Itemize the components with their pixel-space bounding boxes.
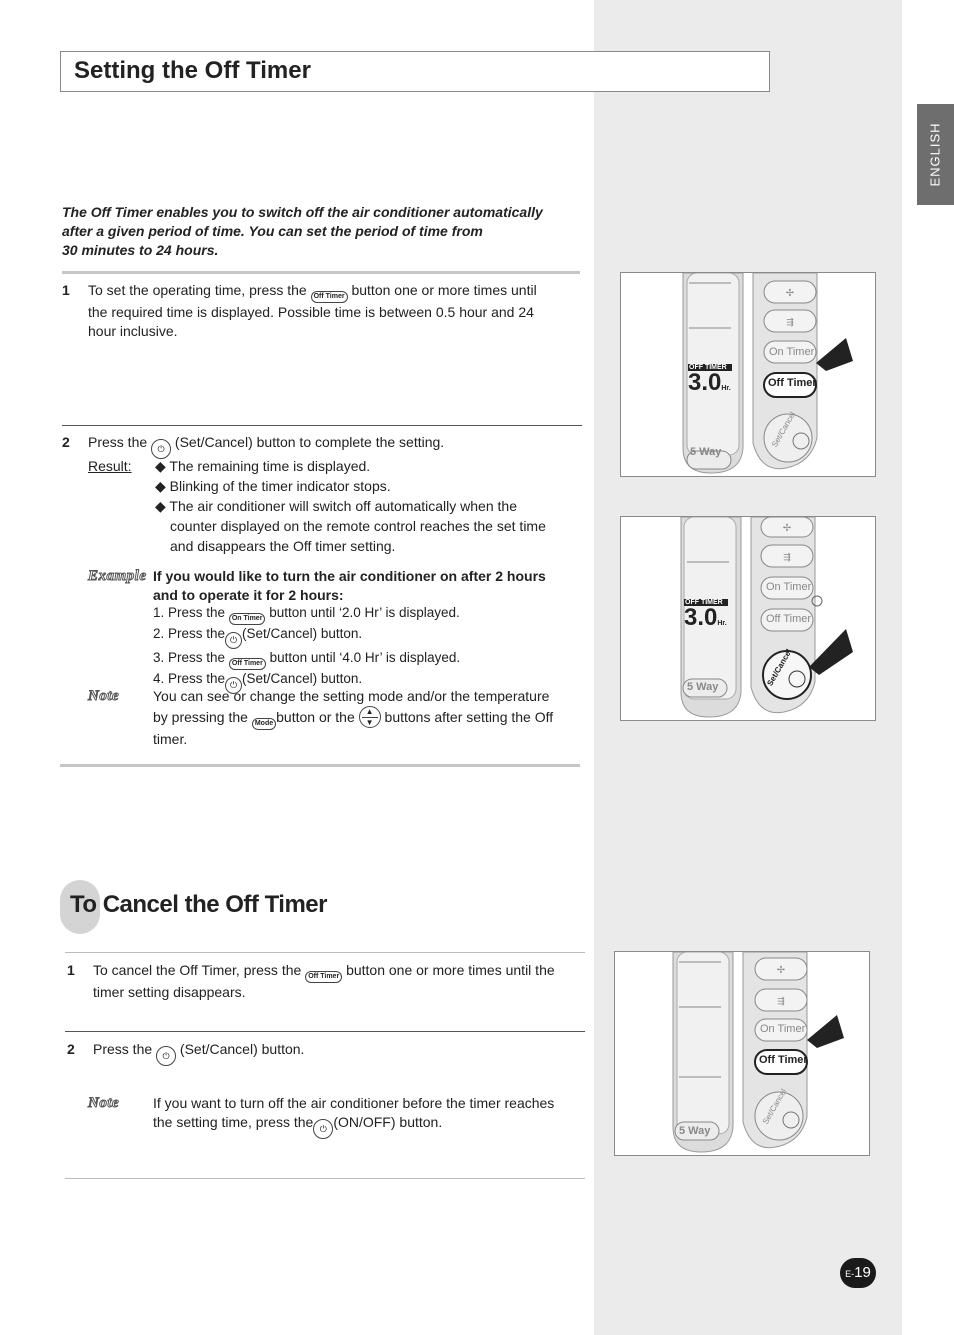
set-cancel-button: Set/Cancel [765, 647, 794, 688]
five-way-label: 5 Way [679, 1125, 711, 1137]
divider [65, 1031, 585, 1032]
step-text: button one or more times until the [346, 962, 555, 978]
step-text: the required time is displayed. Possible time is between 0.5 hour and 24 [88, 304, 534, 320]
step-text: To cancel the Off Timer, press the [93, 962, 302, 978]
divider [65, 952, 585, 953]
off-timer-button: Off Timer [759, 1054, 808, 1066]
result-bullet: and disappears the Off timer setting. [170, 538, 396, 554]
note-text [153, 687, 553, 749]
divider [65, 1178, 585, 1179]
note-line: timer. [153, 731, 188, 747]
step-text: hour inclusive. [88, 323, 178, 339]
step-text: (Set/Cancel) button. [179, 1041, 305, 1057]
svg-text:⇶: ⇶ [786, 318, 794, 328]
step-text: timer setting disappears. [93, 984, 246, 1000]
step-number: 1 [62, 282, 70, 298]
result-bullet: ◆ The air conditioner will switch off automatically when the [155, 498, 517, 514]
remote-illustration [615, 952, 870, 1156]
section2-title-first: To [70, 891, 97, 918]
section1-step2 [62, 433, 587, 753]
off-timer-button-icon: Off Timer [305, 971, 342, 983]
svg-text:⇶: ⇶ [777, 997, 785, 1007]
five-way-label: 5 Way [690, 446, 722, 458]
example-item: 2. Press the ⏻ (Set/Cancel) button. [153, 625, 460, 649]
note-line: You can see or change the setting mode and/or the temperature [153, 688, 550, 704]
svg-text:⇶: ⇶ [783, 553, 791, 563]
note-line: the setting time, press the ⏻ (ON/OFF) button. [153, 1113, 554, 1139]
result-label: Result: [88, 458, 132, 474]
section1-title: Setting the Off Timer [74, 57, 311, 84]
page-number-badge: E-19 [840, 1258, 876, 1288]
on-timer-button: On Timer [766, 581, 812, 593]
language-label: ENGLISH [928, 122, 944, 187]
language-tab [917, 104, 954, 205]
step-text: Press the [88, 434, 148, 450]
intro-line: The Off Timer enables you to switch off the air conditioner automatically [62, 204, 543, 220]
set-cancel-button: Set/Cancel [769, 410, 798, 449]
step-number: 2 [67, 1041, 75, 1057]
example-list [153, 604, 460, 694]
temperature-up-down-icon: ▲ ▼ [359, 706, 381, 728]
example-item: 4. Press the ⏻ (Set/Cancel) button. [153, 670, 460, 694]
off-timer-button-icon: Off Timer [229, 658, 266, 670]
off-timer-button: Off Timer [766, 613, 812, 625]
example-heading-line: and to operate it for 2 hours: [153, 587, 344, 603]
result-bullet: ◆ Blinking of the timer indicator stops. [155, 478, 391, 494]
lcd-display: OFF TIMER 3.0Hr. [688, 364, 731, 396]
intro-line: after a given period of time. You can set the period of time from [62, 223, 483, 239]
set-cancel-button-icon: ⏻ [225, 632, 242, 649]
set-cancel-button-icon: ⏻ [156, 1046, 176, 1066]
divider [62, 271, 580, 274]
example-item: 3. Press the Off Timer button until ‘4.0 Hr’ is displayed. [153, 649, 460, 670]
set-cancel-button-icon: ⏻ [151, 439, 171, 459]
note-line: If you want to turn off the air conditioner before the timer reaches [153, 1095, 555, 1111]
lcd-display: OFF TIMER 3.0Hr. [684, 599, 727, 631]
step-text: To set the operating time, press the [88, 282, 307, 298]
note-line: by pressing the Mode button or the ▲ ▼ buttons after setting the Off [153, 706, 553, 730]
on-timer-button-icon: On Timer [229, 613, 266, 625]
remote-figure-3 [614, 951, 870, 1156]
step-text: Press the [93, 1041, 153, 1057]
svg-text:✢: ✢ [776, 965, 786, 976]
result-bullet: ◆ The remaining time is displayed. [155, 458, 371, 474]
svg-text:✢: ✢ [785, 288, 795, 299]
five-way-label: 5 Way [687, 681, 719, 693]
divider [62, 425, 582, 426]
remote-figure-2 [620, 516, 876, 721]
off-timer-button-icon: Off Timer [311, 291, 348, 303]
example-heading [153, 567, 546, 605]
result-bullet: counter displayed on the remote control reaches the set time [170, 518, 546, 534]
remote-illustration [621, 517, 876, 721]
on-timer-button: On Timer [769, 346, 815, 358]
example-heading-line: If you would like to turn the air conditioner on after 2 hours [153, 568, 546, 584]
note-label: Note [88, 1095, 120, 1111]
set-cancel-button: Set/Cancel [760, 1087, 789, 1126]
divider [60, 764, 580, 767]
step-text: (Set/Cancel) button to complete the setting. [174, 434, 445, 450]
note-label: Note [88, 688, 120, 704]
remote-illustration [621, 273, 876, 477]
example-label: Example [88, 568, 147, 584]
section2-title-rest: Cancel the Off Timer [96, 891, 327, 918]
remote-figure-1 [620, 272, 876, 477]
example-item: 1. Press the On Timer button until ‘2.0 Hr’ is displayed. [153, 604, 460, 625]
step-number: 2 [62, 434, 70, 450]
intro-line: 30 minutes to 24 hours. [62, 242, 219, 258]
step-text: button one or more times until [351, 282, 537, 298]
intro-paragraph [62, 203, 587, 260]
off-timer-button: Off Timer [768, 377, 817, 389]
svg-text:✢: ✢ [782, 523, 792, 534]
mode-button-icon: Mode [252, 718, 276, 730]
on-timer-button: On Timer [760, 1023, 806, 1035]
step-number: 1 [67, 962, 75, 978]
set-cancel-button-icon: ⏻ [225, 677, 242, 694]
on-off-button-icon: ⏻ [313, 1119, 333, 1139]
section1-title-box [60, 51, 770, 92]
